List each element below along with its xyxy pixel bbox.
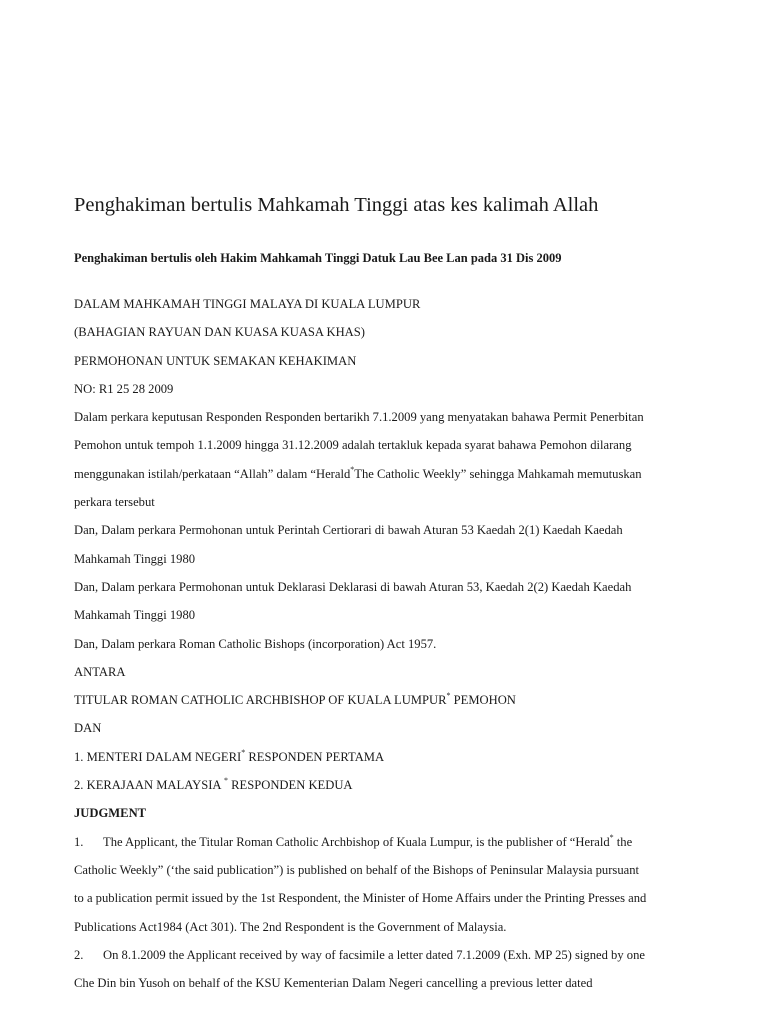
matter-line: Pemohon untuk tempoh 1.1.2009 hingga 31.12.2009 adalah tertakluk kepada syarat bahawa Pemohon dilarang bbox=[74, 438, 632, 453]
judgment-heading: JUDGMENT bbox=[74, 806, 147, 821]
matter-line: Mahkamah Tinggi 1980 bbox=[74, 608, 196, 623]
matter-line: Dan, Dalam perkara Permohonan untuk Deklarasi Deklarasi di bawah Aturan 53, Kaedah 2(2) Kaedah Kaedah bbox=[74, 579, 632, 594]
paragraph-line: Publications Act1984 (Act 301). The 2nd Respondent is the Government of Malaysia. bbox=[74, 919, 507, 934]
court-heading: DALAM MAHKAMAH TINGGI MALAYA DI KUALA LUMPUR bbox=[74, 297, 421, 311]
applicant-role: PEMOHON bbox=[450, 693, 516, 708]
respondent-role: RESPONDEN PERTAMA bbox=[245, 749, 385, 764]
applicant-text: TITULAR ROMAN CATHOLIC ARCHBISHOP OF KUALA LUMPUR bbox=[74, 693, 447, 708]
division-heading: (BAHAGIAN RAYUAN DAN KUASA KUASA KHAS) bbox=[74, 325, 365, 340]
footnote-mark: * bbox=[609, 832, 614, 842]
respondent-role: RESPONDEN KEDUA bbox=[227, 778, 353, 793]
document-body bbox=[74, 290, 704, 997]
footnote-mark: * bbox=[350, 464, 355, 474]
matter-text: menggunakan istilah/perkataan “Allah” dalam “Herald bbox=[74, 466, 351, 481]
matter-line: Dan, Dalam perkara Roman Catholic Bishops (incorporation) Act 1957. bbox=[74, 636, 437, 651]
footnote-mark: * bbox=[241, 747, 246, 757]
matter-line bbox=[74, 460, 704, 488]
paragraph-line: Che Din bin Yusoh on behalf of the KSU Kementerian Dalam Negeri cancelling a previous letter dated bbox=[74, 976, 593, 991]
between-label: ANTARA bbox=[74, 664, 126, 679]
applicant-line bbox=[74, 686, 704, 714]
respondent-line bbox=[74, 743, 704, 771]
document-title: Penghakiman bertulis Mahkamah Tinggi atas kes kalimah Allah bbox=[74, 194, 599, 216]
footnote-mark: * bbox=[223, 776, 228, 786]
case-number: NO: R1 25 28 2009 bbox=[74, 381, 174, 396]
paragraph-number: 1. bbox=[74, 834, 84, 849]
paragraph-number: 2. bbox=[74, 947, 84, 962]
paragraph-text: The Applicant, the Titular Roman Catholic Archbishop of Kuala Lumpur, is the publisher of “Herald bbox=[103, 834, 610, 849]
matter-line: Dalam perkara keputusan Responden Responden bertarikh 7.1.2009 yang menyatakan bahawa Permit Penerbitan bbox=[74, 410, 644, 425]
matter-line: Dan, Dalam perkara Permohonan untuk Perintah Certiorari di bawah Aturan 53 Kaedah 2(1) Kaedah Kaedah bbox=[74, 523, 623, 538]
matter-text: The Catholic Weekly” sehingga Mahkamah memutuskan bbox=[354, 466, 642, 481]
paragraph-line: to a publication permit issued by the 1st Respondent, the Minister of Home Affairs under the Printing Presses and bbox=[74, 891, 647, 906]
respondent-line bbox=[74, 771, 704, 799]
matter-line: Mahkamah Tinggi 1980 bbox=[74, 551, 196, 566]
respondent-text: 1. MENTERI DALAM NEGERI bbox=[74, 749, 242, 764]
application-heading: PERMOHONAN UNTUK SEMAKAN KEHAKIMAN bbox=[74, 353, 357, 368]
paragraph-line bbox=[74, 941, 704, 969]
matter-line: perkara tersebut bbox=[74, 495, 155, 510]
and-label: DAN bbox=[74, 721, 102, 736]
paragraph-text: On 8.1.2009 the Applicant received by way of facsimile a letter dated 7.1.2009 (Exh. MP 25) signed by one bbox=[103, 947, 645, 962]
paragraph-text: the bbox=[613, 834, 633, 849]
document-subtitle: Penghakiman bertulis oleh Hakim Mahkamah Tinggi Datuk Lau Bee Lan pada 31 Dis 2009 bbox=[74, 251, 562, 265]
respondent-text: 2. KERAJAAN MALAYSIA bbox=[74, 778, 224, 793]
paragraph-line bbox=[74, 828, 704, 856]
paragraph-line: Catholic Weekly” (‘the said publication”) is published on behalf of the Bishops of Peninsular Malaysia pursuant bbox=[74, 862, 640, 877]
footnote-mark: * bbox=[446, 691, 451, 701]
